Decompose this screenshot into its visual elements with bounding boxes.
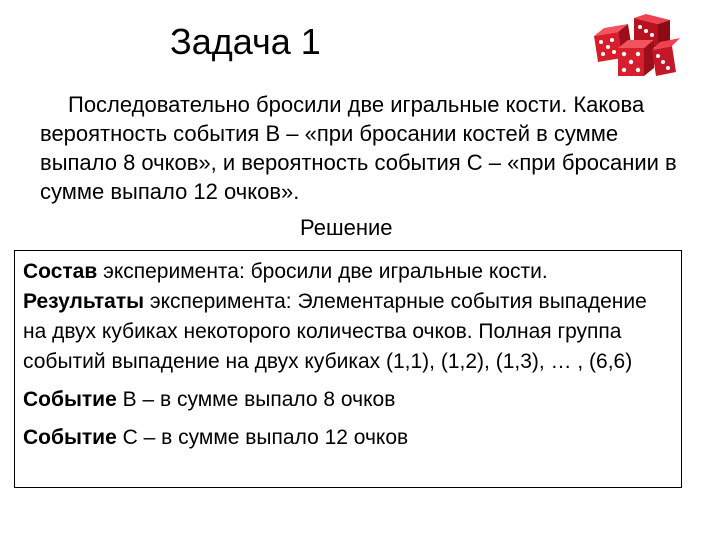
slide-title: Задача 1 — [170, 21, 321, 62]
results-term: Результаты — [23, 290, 145, 313]
composition-term: Состав — [23, 260, 98, 283]
results-text: эксперимента: Элементарные события выпадение на двух кубиках некоторого количества очков. Полная группа событий выпадение на двух кубиках (1,1), (1,2), (1,3), … , (6,6) — [23, 290, 647, 373]
event-b-text: В – в сумме выпало 8 очков — [116, 388, 396, 411]
event-b-term: Событие — [23, 388, 117, 411]
solution-box — [14, 250, 682, 488]
event-c-term: Событие — [23, 426, 117, 449]
die-front — [618, 40, 654, 76]
event-c-paragraph — [23, 423, 673, 453]
event-b-paragraph — [23, 385, 673, 415]
red-dice-icon — [588, 14, 680, 84]
solution-heading: Решение — [300, 215, 393, 240]
problem-statement — [40, 90, 690, 206]
problem-text: Последовательно бросили две игральные кости. Какова вероятность события В – «при бросании костей в сумме выпало 8 очков», и вероятность события С – «при бросании в сумме выпало 12 очков». — [40, 92, 677, 204]
event-c-text: С – в сумме выпало 12 очков — [116, 426, 409, 449]
composition-paragraph — [23, 257, 673, 287]
composition-text: эксперимента: бросили две игральные кости. — [97, 260, 548, 283]
results-paragraph — [23, 287, 673, 377]
